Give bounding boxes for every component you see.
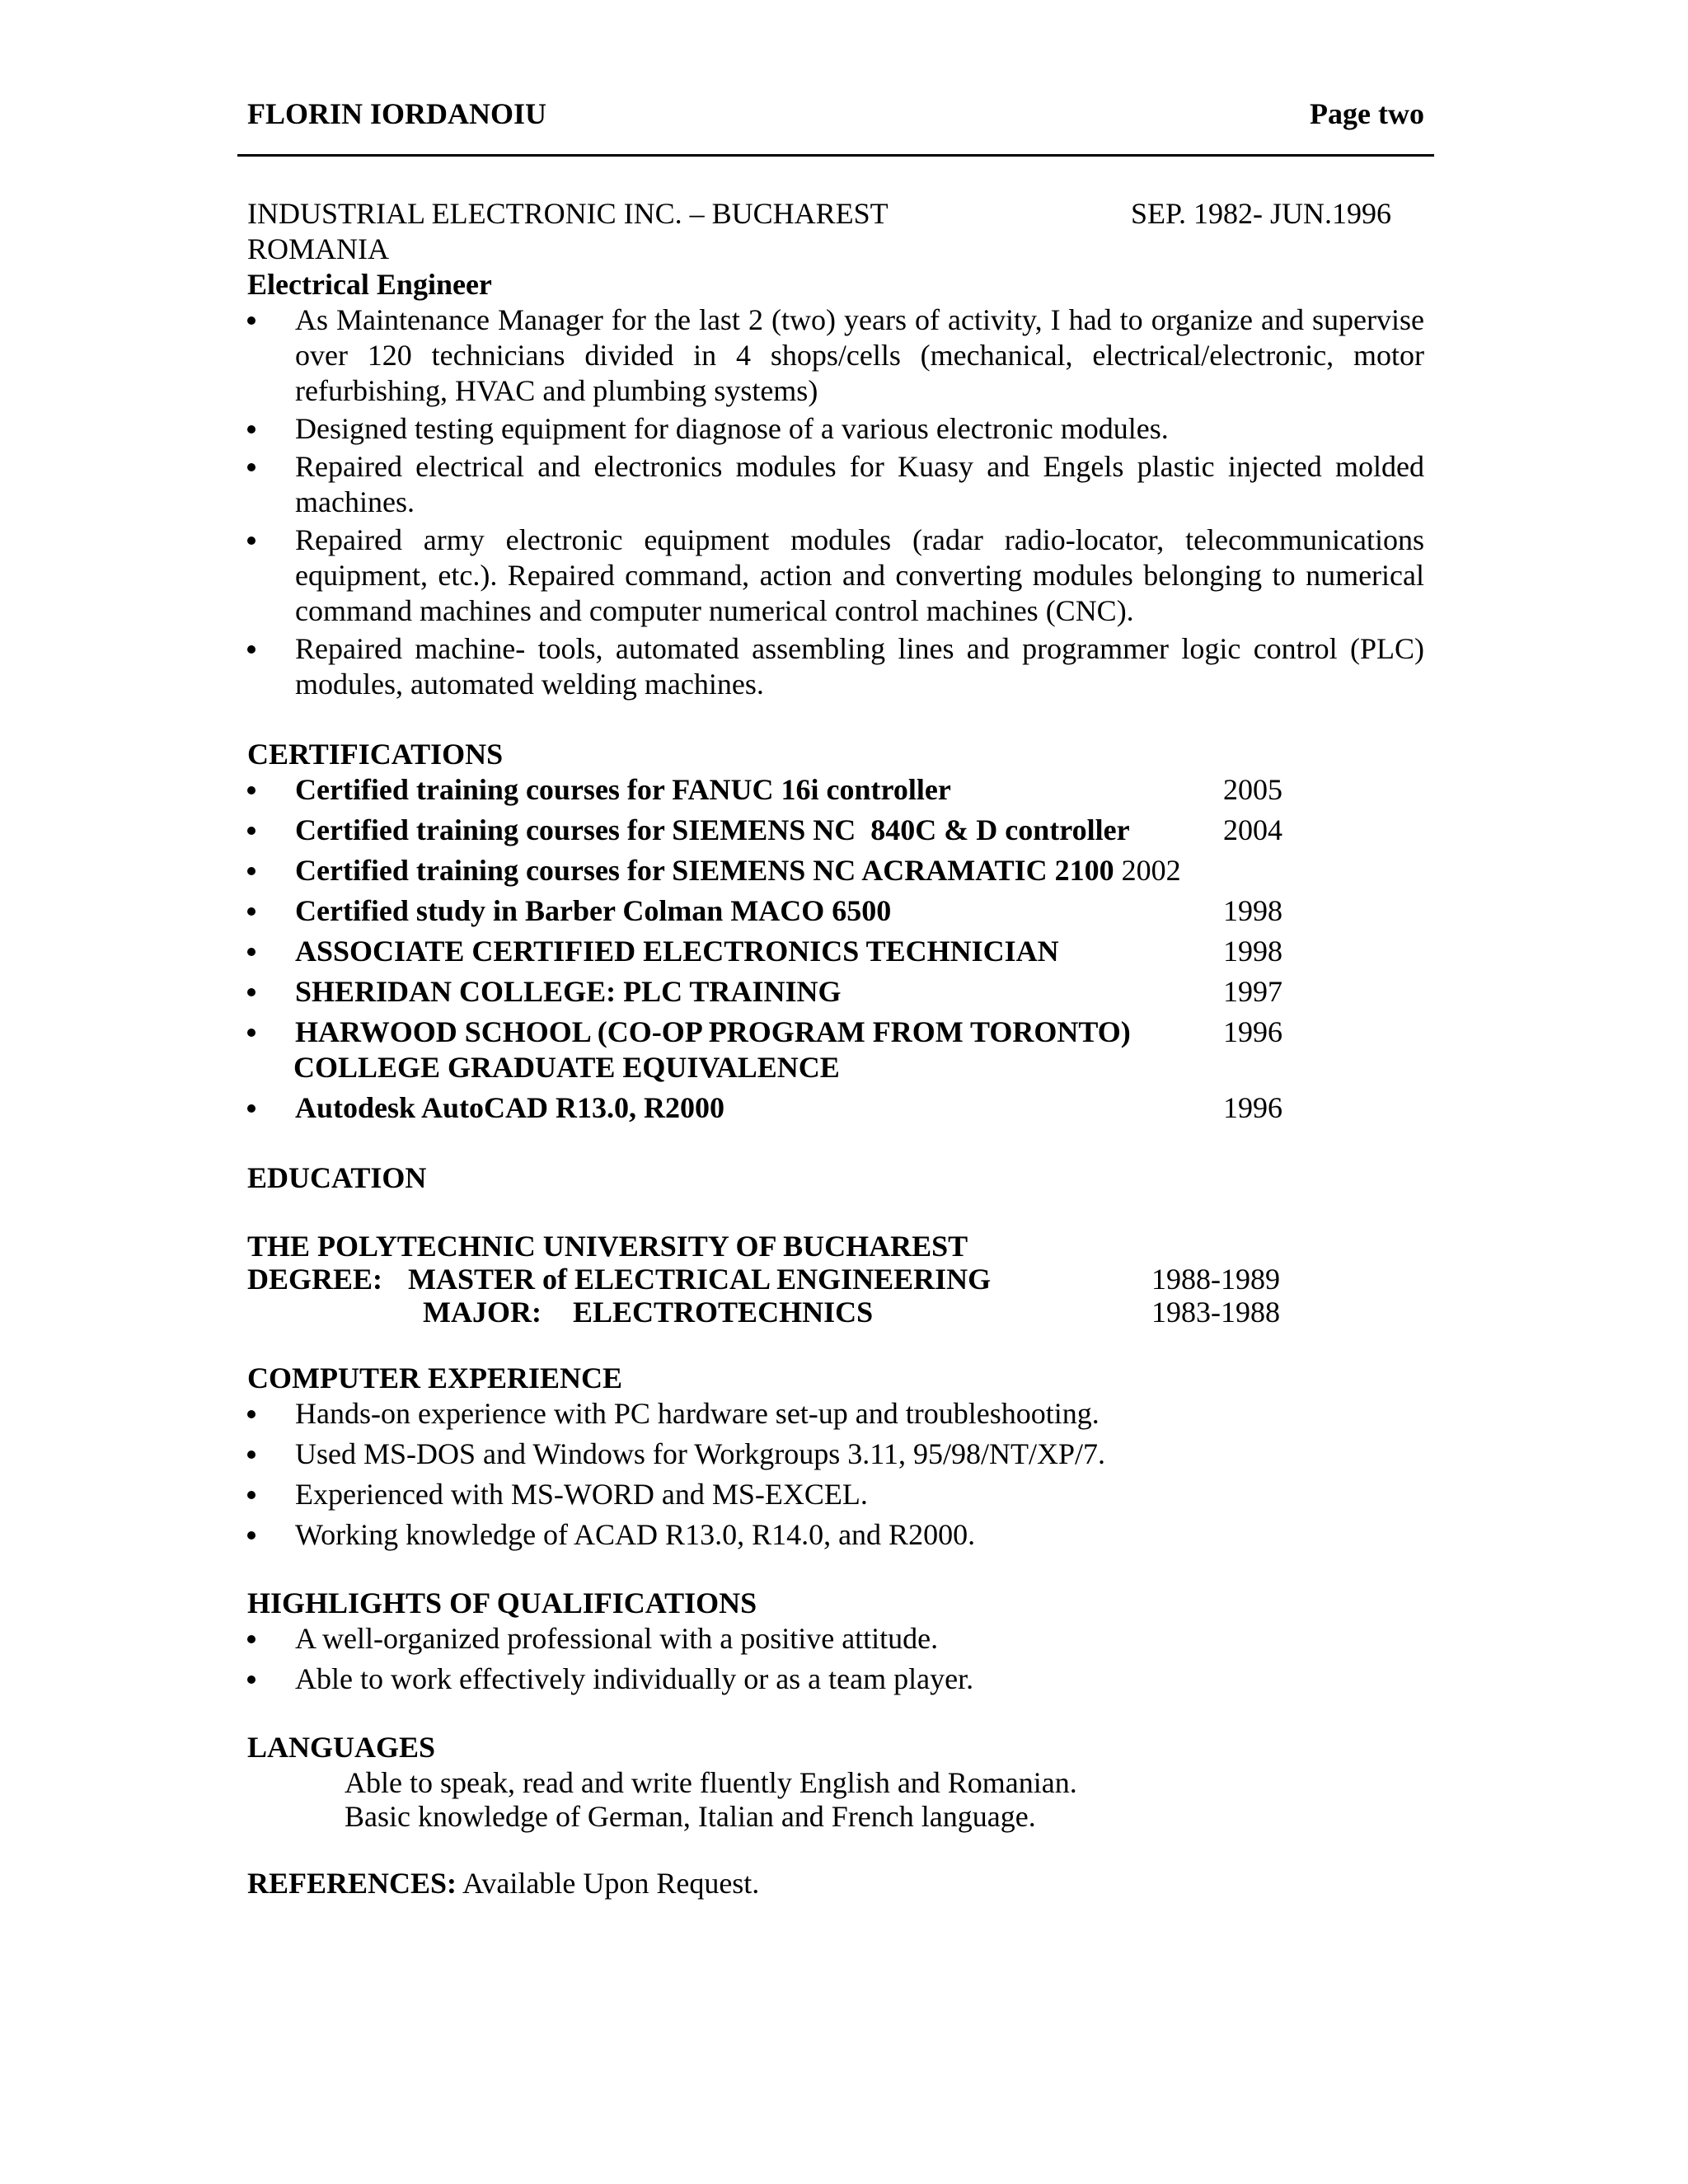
list-item-text: Repaired army electronic equipment modules (radar radio-locator, telecommunications equipment, etc.). Repaired command, action and converting modules belonging to numerical command machines and computer numerical control machines (CNC). [295,523,1424,627]
resume-content [247,196,1424,1901]
certification-name: HARWOOD SCHOOL (CO-OP PROGRAM FROM TORONTO) [295,1015,1131,1048]
job-entry [247,196,1424,702]
certification-year: 2004 [1223,813,1282,846]
degree-years: 1988-1989 [1151,1263,1280,1296]
certification-year: 1996 [1223,1091,1282,1124]
candidate-name: FLORIN IORDANOIU [247,97,547,130]
certification-year: 2005 [1223,773,1282,806]
certification-name: Certified training courses for SIEMENS NC ACRAMATIC 2100 [295,854,1114,887]
certifications-list [247,772,1424,1129]
bullet-icon [247,907,256,916]
list-item [247,772,1424,811]
job-title: Electrical Engineer [247,268,492,301]
list-item [247,813,1424,851]
references-label: REFERENCES: [247,1867,457,1900]
education-degree-row [247,1262,1424,1295]
bullet-icon [247,645,256,654]
list-item-text: Used MS-DOS and Windows for Workgroups 3.11, 95/98/NT/XP/7. [295,1437,1105,1470]
list-item [247,1396,1424,1435]
certifications-heading: CERTIFICATIONS [247,738,504,771]
major-value: ELECTROTECHNICS [573,1296,874,1329]
list-item [247,974,1424,1013]
bullet-icon [247,948,256,956]
list-item [247,411,1424,447]
list-item [247,449,1424,520]
certification-year: 2002 [1121,854,1181,887]
certification-name: Autodesk AutoCAD R13.0, R2000 [295,1091,725,1124]
bullet-icon [247,316,256,325]
bullet-icon [247,1451,256,1459]
certification-name: SHERIDAN COLLEGE: PLC TRAINING [295,975,842,1008]
list-item-text: Working knowledge of ACAD R13.0, R14.0, and R2000. [295,1518,976,1551]
bullet-icon [247,1410,256,1418]
list-item [247,302,1424,409]
certification-year: 1998 [1223,935,1282,968]
education-school-row [247,1229,1424,1262]
education-major-row [247,1295,1424,1328]
education-block [247,1229,1424,1328]
list-item-text: As Maintenance Manager for the last 2 (two) years of activity, I had to organize and supervise over 120 technicians divided in 4 shops/cells (mechanical, electrical/electronic, motor refurbishing, HVAC and plumbing systems) [295,303,1424,407]
job-company: INDUSTRIAL ELECTRONIC INC. – BUCHAREST [247,197,889,230]
bullet-icon [247,463,256,471]
certification-name: Certified training courses for SIEMENS NC 840C & D controller [295,813,1130,846]
bullet-icon [247,1104,256,1113]
list-item-text: Experienced with MS-WORD and MS-EXCEL. [295,1478,868,1511]
list-item-text: Designed testing equipment for diagnose of a various electronic modules. [295,412,1169,445]
job-dates: SEP. 1982- JUN.1996 [1131,197,1392,230]
list-item-text: Repaired machine- tools, automated assembling lines and programmer logic control (PLC) modules, automated welding machines. [295,632,1424,701]
list-item [247,1015,1424,1089]
list-item [247,1436,1424,1475]
list-item [247,1621,1424,1660]
bullet-icon [247,1531,256,1540]
certification-name: Certified training courses for FANUC 16i controller [295,773,951,806]
education-heading: EDUCATION [247,1161,427,1194]
references-line [247,1866,1424,1901]
job-location: ROMANIA [247,232,390,265]
certification-year: 1996 [1223,1015,1282,1048]
computer-experience-heading: COMPUTER EXPERIENCE [247,1361,623,1394]
certification-name-line2: COLLEGE GRADUATE EQUIVALENCE [293,1051,840,1084]
job-heading [247,196,1424,232]
school-name: THE POLYTECHNIC UNIVERSITY OF BUCHAREST [247,1230,968,1263]
computer-experience-list [247,1396,1424,1556]
certification-name: Certified study in Barber Colman MACO 6500 [295,894,892,927]
page-number-label: Page two [1310,97,1424,130]
highlights-heading: HIGHLIGHTS OF QUALIFICATIONS [247,1586,757,1619]
list-item [247,631,1424,702]
list-item [247,934,1424,972]
bullet-icon [247,988,256,996]
bullet-icon [247,827,256,835]
list-item-text: Repaired electrical and electronics modules for Kuasy and Engels plastic injected molded machines. [295,450,1424,518]
header-divider [237,154,1434,157]
major-label: MAJOR: [423,1296,542,1329]
bullet-icon [247,425,256,434]
degree-value: MASTER of ELECTRICAL ENGINEERING [408,1263,992,1296]
bullet-icon [247,1635,256,1643]
language-line: Basic knowledge of German, Italian and French language. [345,1800,1036,1833]
certification-year: 1998 [1223,894,1282,927]
list-item [247,893,1424,932]
bullet-icon [247,1491,256,1499]
degree-label: DEGREE: [247,1263,383,1296]
language-line: Able to speak, read and write fluently English and Romanian. [345,1766,1077,1799]
list-item-text: Able to work effectively individually or as a team player. [295,1662,974,1695]
bullet-icon [247,786,256,794]
major-years: 1983-1988 [1151,1296,1280,1329]
certification-name: ASSOCIATE CERTIFIED ELECTRONICS TECHNICIAN [295,935,1059,968]
bullet-icon [247,1029,256,1037]
list-item [247,1517,1424,1556]
list-item [247,523,1424,629]
bullet-icon [247,867,256,875]
references-text: Available Upon Request. [457,1867,760,1900]
certification-year: 1997 [1223,975,1282,1008]
list-item [247,1090,1424,1129]
list-item [247,1477,1424,1516]
job-bullet-list [247,302,1424,702]
languages-heading: LANGUAGES [247,1731,436,1764]
list-item [247,853,1424,892]
list-item [247,1661,1424,1700]
bullet-icon [247,1675,256,1684]
bullet-icon [247,537,256,545]
list-item-text: A well-organized professional with a positive attitude. [295,1622,939,1655]
list-item-text: Hands-on experience with PC hardware set-up and troubleshooting. [295,1397,1100,1430]
highlights-list [247,1621,1424,1700]
